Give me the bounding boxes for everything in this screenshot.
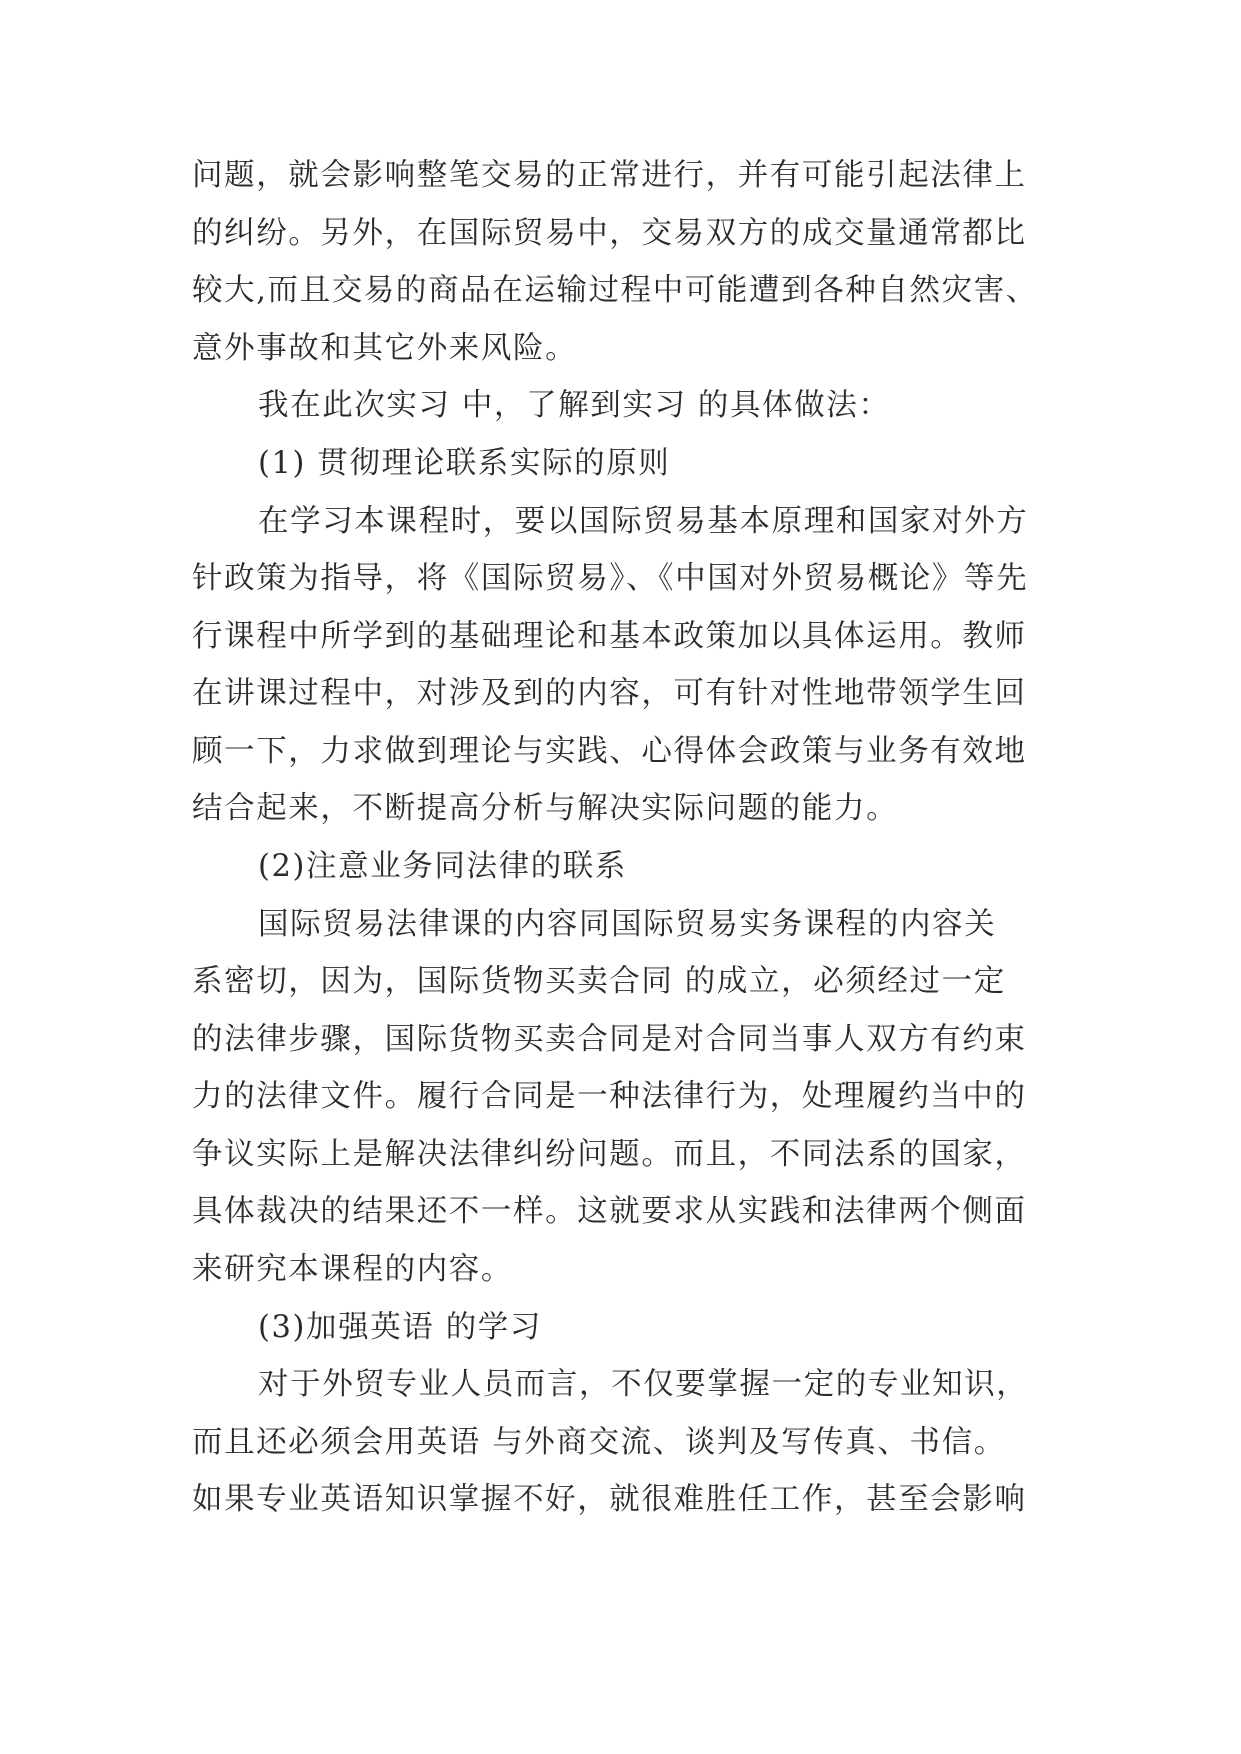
text-line: 系密切，因为，国际货物买卖合同 的成立，必须经过一定 [192, 964, 1006, 999]
text-line: 如果专业英语知识掌握不好，就很难胜任工作，甚至会影响 [192, 1482, 1027, 1517]
text-line: 顾一下，力求做到理论与实践、心得体会政策与业务有效地 [192, 734, 1027, 769]
text-line: 国际贸易法律课的内容同国际贸易实务课程的内容关 [258, 907, 997, 942]
text-line: 我在此次实习 中，了解到实习 的具体做法： [258, 388, 891, 423]
text-line: 结合起来，不断提高分析与解决实际问题的能力。 [192, 791, 899, 826]
text-line: 在学习本课程时，要以国际贸易基本原理和国家对外方 [258, 504, 1029, 539]
text-line: 来研究本课程的内容。 [192, 1252, 513, 1287]
text-line: 而且还必须会用英语 与外商交流、谈判及写传真、书信。 [192, 1425, 1006, 1460]
text-line: 行课程中所学到的基础理论和基本政策加以具体运用。教师 [192, 619, 1027, 654]
text-line: 问题，就会影响整笔交易的正常进行，并有可能引起法律上 [192, 158, 1027, 193]
text-line: 针政策为指导，将《国际贸易》、《中国对外贸易概论》等先 [192, 561, 1029, 596]
text-line: 具体裁决的结果还不一样。这就要求从实践和法律两个侧面 [192, 1194, 1027, 1229]
text-line: 力的法律文件。履行合同是一种法律行为，处理履约当中的 [192, 1079, 1027, 1114]
text-line: 较大,而且交易的商品在运输过程中可能遭到各种自然灾害、 [192, 273, 1038, 308]
text-line: 在讲课过程中，对涉及到的内容，可有针对性地带领学生回 [192, 676, 1027, 711]
text-line: 的纠纷。另外，在国际贸易中，交易双方的成交量通常都比 [192, 216, 1027, 251]
text-line: 的法律步骤，国际货物买卖合同是对合同当事人双方有约束 [192, 1022, 1027, 1057]
section-heading: (2)注意业务同法律的联系 [258, 849, 628, 884]
section-heading: (3)加强英语 的学习 [258, 1310, 542, 1345]
section-heading: (1) 贯彻理论联系实际的原则 [258, 446, 671, 481]
text-line: 争议实际上是解决法律纠纷问题。而且，不同法系的国家， [192, 1137, 1027, 1172]
text-line: 对于外贸专业人员而言，不仅要掌握一定的专业知识， [258, 1367, 1029, 1402]
text-line: 意外事故和其它外来风险。 [192, 331, 578, 366]
